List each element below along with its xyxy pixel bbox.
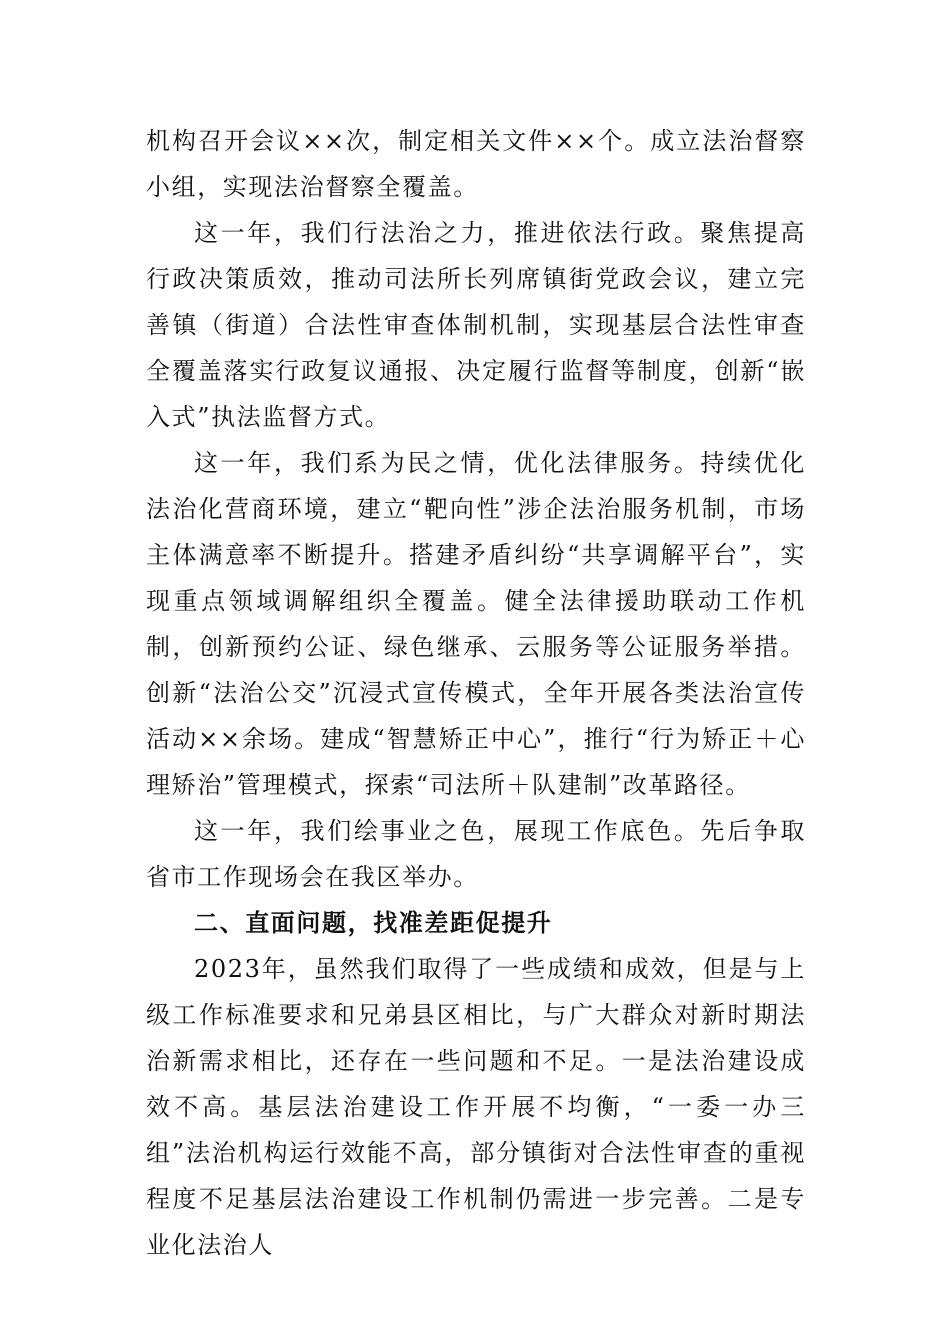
paragraph-problems: 2023年，虽然我们取得了一些成绩和成效，但是与上级工作标准要求和兄弟县区相比，与广大群众对新时期法治新需求相比，还存在一些问题和不足。一是法治建设成效不高。基层法治建设工作开展不均衡，“一委一办三组”法治机构运行效能不高，部分镇街对合法性审查的重视程度不足基层法治建设工作机制仍需进一步完善。二是专业化法治人: [146, 955, 806, 1259]
paragraph-administration: 这一年，我们行法治之力，推进依法行政。聚焦提高行政决策质效，推动司法所长列席镇街党政会议，建立完善镇（街道）合法性审查体制机制，实现基层合法性审查全覆盖落实行政复议通报、决定履行监督等制度，创新“嵌入式”执法监督方式。: [146, 219, 806, 431]
paragraph-legal-services: 这一年，我们系为民之情，优化法律服务。持续优化法治化营商环境，建立“靶向性”涉企法治服务机制，市场主体满意率不断提升。搭建矛盾纠纷“共享调解平台”，实现重点领域调解组织全覆盖。健全法律援助联动工作机制，创新预约公证、绿色继承、云服务等公证服务举措。创新“法治公交”沉浸式宣传模式，全年开展各类法治宣传活动××余场。建成“智慧矫正中心”，推行“行为矫正＋心理矫治”管理模式，探索“司法所＋队建制”改革路径。: [146, 449, 806, 799]
paragraph-achievements: 这一年，我们绘事业之色，展现工作底色。先后争取省市工作现场会在我区举办。: [146, 817, 806, 891]
paragraph-continued: 机构召开会议××次，制定相关文件××个。成立法治督察小组，实现法治督察全覆盖。: [146, 127, 806, 201]
section-heading: 二、直面问题，找准差距促提升: [194, 909, 553, 937]
